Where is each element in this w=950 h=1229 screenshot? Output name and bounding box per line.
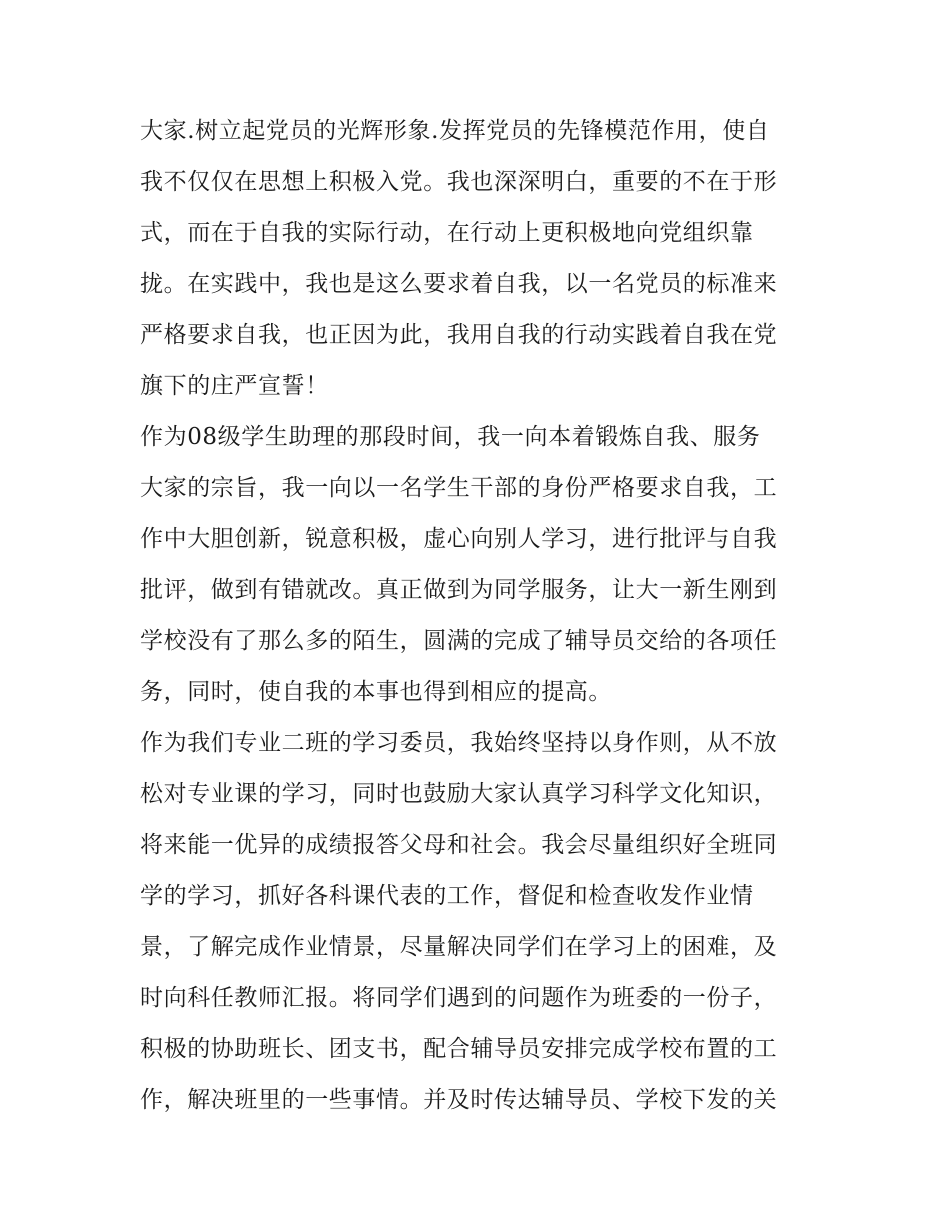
document-body (140, 106, 820, 1126)
text-line: 松对专业课的学习，同时也鼓励大家认真学习科学文化知识， (140, 781, 778, 807)
text-line: 作为08级学生助理的那段时间，我一向本着锻炼自我、服务 (140, 424, 761, 450)
text-line: 务，同时，使自我的本事也得到相应的提高。 (140, 679, 612, 705)
text-line: 拢。在实践中，我也是这么要求着自我，以一名党员的标准来 (140, 271, 778, 297)
text-line: 作为我们专业二班的学习委员，我始终坚持以身作则，从不放 (140, 730, 778, 756)
text-line: 旗下的庄严宣誓！ (140, 373, 329, 399)
text-line: 大家的宗旨，我一向以一名学生干部的身份严格要求自我，工 (140, 475, 778, 501)
text-line: 严格要求自我，也正因为此，我用自我的行动实践着自我在党 (140, 322, 778, 348)
text-line: 作，解决班里的一些事情。并及时传达辅导员、学校下发的关 (140, 1087, 778, 1113)
text-line: 积极的协助班长、团支书，配合辅导员安排完成学校布置的工 (140, 1036, 778, 1062)
text-line: 我不仅仅在思想上积极入党。我也深深明白，重要的不在于形 (140, 169, 778, 195)
text-line: 时向科任教师汇报。将同学们遇到的问题作为班委的一份子， (140, 985, 778, 1011)
text-line: 学校没有了那么多的陌生，圆满的完成了辅导员交给的各项任 (140, 628, 778, 654)
text-line: 学的学习，抓好各科课代表的工作，督促和检查收发作业情 (140, 883, 754, 909)
text-line: 式，而在于自我的实际行动，在行动上更积极地向党组织靠 (140, 220, 754, 246)
text-line: 景，了解完成作业情景，尽量解决同学们在学习上的困难，及 (140, 934, 778, 960)
text-line: 将来能一优异的成绩报答父母和社会。我会尽量组织好全班同 (140, 832, 778, 858)
text-line: 大家.树立起党员的光辉形象.发挥党员的先锋模范作用，使自 (140, 118, 770, 144)
text-line: 作中大胆创新，锐意积极，虚心向别人学习，进行批评与自我 (140, 526, 778, 552)
text-line: 批评，做到有错就改。真正做到为同学服务，让大一新生刚到 (140, 577, 778, 603)
